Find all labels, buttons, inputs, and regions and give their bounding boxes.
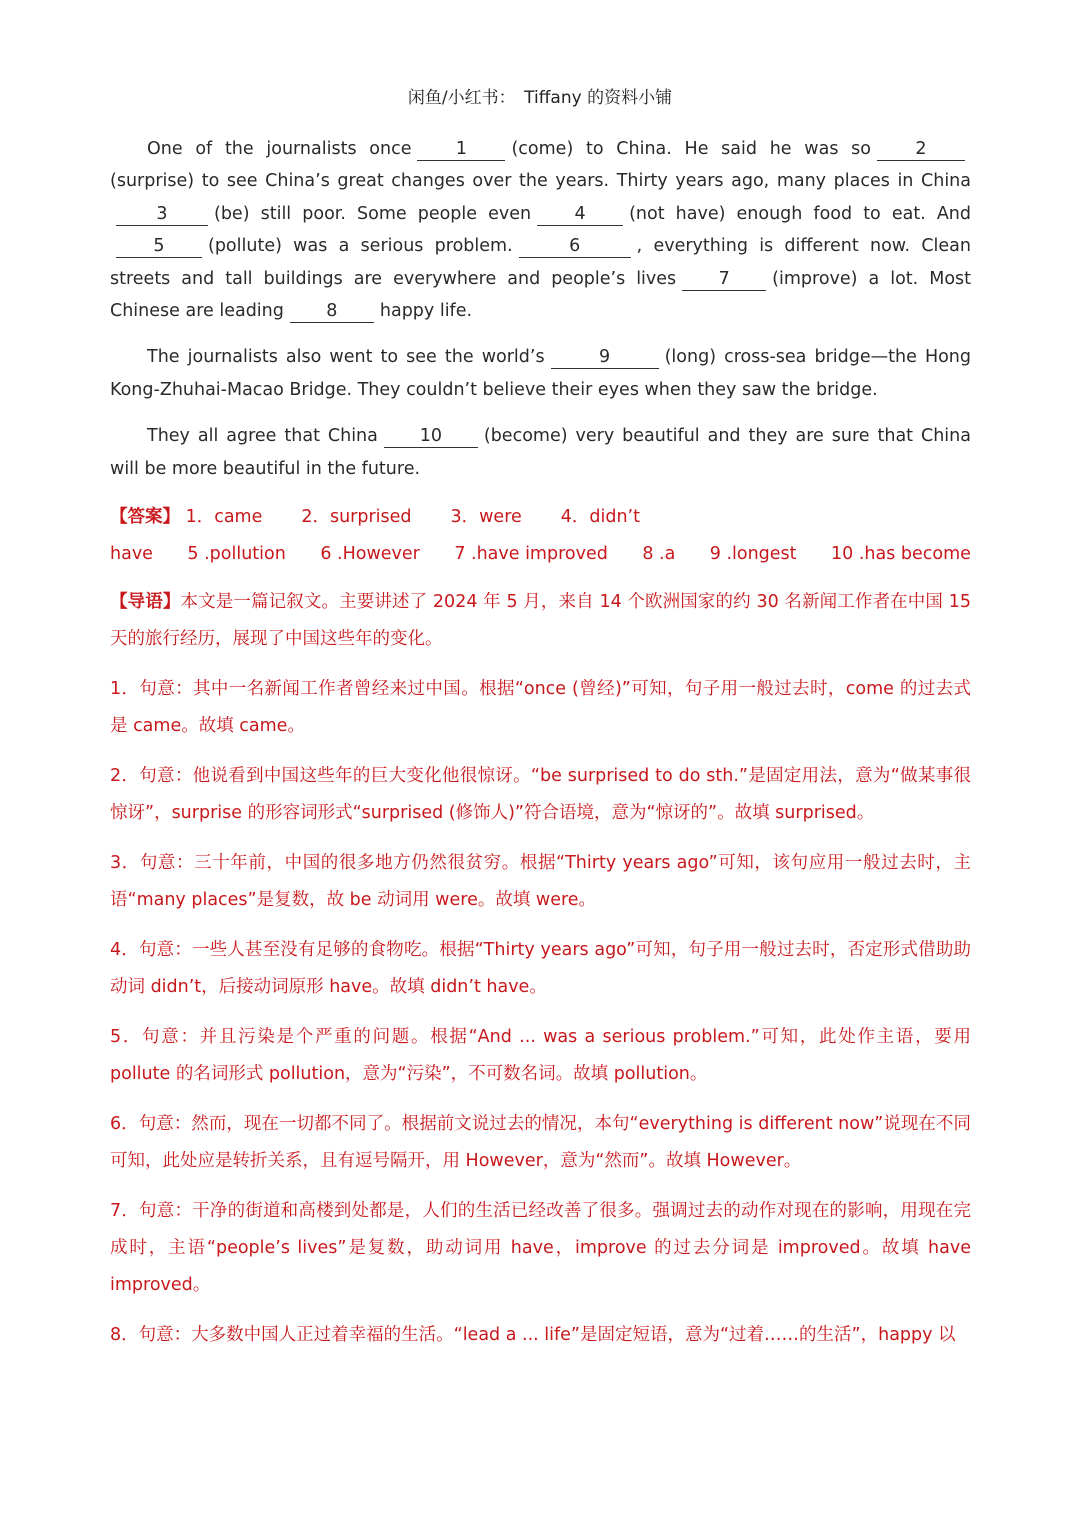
guide-paragraph: [110, 584, 971, 658]
explanation-2: 2．句意：他说看到中国这些年的巨大变化他很惊讶。“be surprised to do sth.”是固定用法，意为“做某事很惊讶”，surprise 的形容词形式“surprised (修饰人)”符合语境，意为“惊讶的”。故填 surprised。: [110, 766, 971, 823]
answer-row-1: [110, 499, 640, 536]
passage-paragraph-2: [110, 341, 971, 406]
blank-6: 6: [519, 235, 631, 258]
passage-paragraph-1: [110, 133, 971, 327]
guide-tag: 【导语】: [110, 592, 181, 612]
blank-1: 1: [417, 138, 505, 161]
answer-item-9: 9 .longest: [709, 544, 797, 564]
passage-text: (become) very beautiful and they are sure that China will be more beautiful in the future.: [110, 426, 971, 479]
passage-text: One of the journalists once: [147, 139, 412, 159]
passage-text: (surprise) to see China’s great changes over the years. Thirty years ago, many places in China: [110, 171, 971, 192]
explanation-6: 6．句意：然而，现在一切都不同了。根据前文说过去的情况，本句“everything is different now”说现在不同可知，此处应是转折关系，且有逗号隔开，用 However，意为“然而”。故填 However。: [110, 1114, 971, 1171]
passage-text: (come) to China. He said he was so: [511, 139, 871, 159]
cloze-passage: [110, 133, 971, 499]
explanation-7: 7．句意：干净的街道和高楼到处都是，人们的生活已经改善了很多。强调过去的动作对现在的影响，用现在完成时，主语“people’s lives”是复数，助动词用 have，improve 的过去分词是 improved。故填 have improved。: [110, 1201, 971, 1295]
passage-text: , everything is different now. Clean streets and tall buildings are everywhere and people’s lives: [110, 236, 971, 289]
answer-item-4-cont: have: [110, 544, 153, 564]
answer-row-2: [110, 536, 971, 573]
answer-item-1: 1．came: [185, 507, 263, 527]
answer-item-4: 4．didn’t: [560, 507, 640, 527]
explanation-8: 8．句意：大多数中国人正过着幸福的生活。“lead a ... life”是固定短语，意为“过着……的生活”，happy 以: [110, 1325, 956, 1345]
explanation-3: 3．句意：三十年前，中国的很多地方仍然很贫穷。根据“Thirty years ago”可知，该句应用一般过去时，主语“many places”是复数，故 be 动词用 were。故填 were。: [110, 853, 971, 910]
answer-key: [110, 499, 971, 573]
explanation-4: 4．句意：一些人甚至没有足够的食物吃。根据“Thirty years ago”可知，句子用一般过去时，否定形式借助助动词 didn’t，后接动词原形 have。故填 didn’t have。: [110, 940, 971, 997]
blank-5: 5: [116, 235, 202, 258]
answer-item-8: 8 .a: [642, 544, 676, 564]
guide-text: 本文是一篇记叙文。主要讲述了 2024 年 5 月，来自 14 个欧洲国家的约 30 名新闻工作者在中国 15 天的旅行经历，展现了中国这些年的变化。: [110, 592, 971, 649]
answer-item-2: 2．surprised: [301, 507, 412, 527]
answer-item-6: 6 .However: [320, 544, 420, 564]
explanation-section: [110, 584, 971, 1367]
passage-paragraph-3: [110, 420, 971, 485]
answer-item-5: 5 .pollution: [187, 544, 286, 564]
passage-text: happy life.: [379, 301, 473, 322]
passage-text: (pollute) was a serious problem.: [208, 236, 513, 257]
blank-9: 9: [551, 346, 659, 369]
answer-item-7: 7 .have improved: [454, 544, 608, 564]
passage-text: (be) still poor. Some people even: [214, 203, 532, 224]
answer-item-3: 3．were: [450, 507, 522, 527]
blank-2: 2: [877, 138, 965, 161]
passage-text: (long) cross-sea bridge—the Hong Kong-Zhuhai-Macao Bridge. They couldn’t believe their eyes when they saw the bridge.: [110, 347, 972, 400]
page-header: 闲鱼/小红书： Tiffany 的资料小铺: [407, 88, 673, 108]
blank-7: 7: [682, 268, 766, 291]
blank-4: 4: [537, 203, 623, 226]
passage-text: They all agree that China: [147, 426, 378, 447]
passage-text: The journalists also went to see the world’s: [147, 347, 545, 368]
explanation-1: 1．句意：其中一名新闻工作者曾经来过中国。根据“once (曾经)”可知，句子用一般过去时，come 的过去式是 came。故填 came。: [110, 679, 971, 736]
blank-3: 3: [116, 203, 208, 226]
explanation-5: 5．句意：并且污染是个严重的问题。根据“And ... was a serious problem.”可知，此处作主语，要用 pollute 的名词形式 pollution，意为“污染”，不可数名词。故填 pollution。: [110, 1027, 971, 1084]
answer-tag: 【答案】: [110, 507, 180, 527]
passage-text: (improve) a lot. Most Chinese are leading: [110, 268, 971, 322]
passage-text: (not have) enough food to eat. And: [629, 203, 972, 224]
answer-item-10: 10 .has become: [831, 544, 971, 564]
blank-8: 8: [290, 300, 374, 323]
blank-10: 10: [384, 425, 478, 448]
